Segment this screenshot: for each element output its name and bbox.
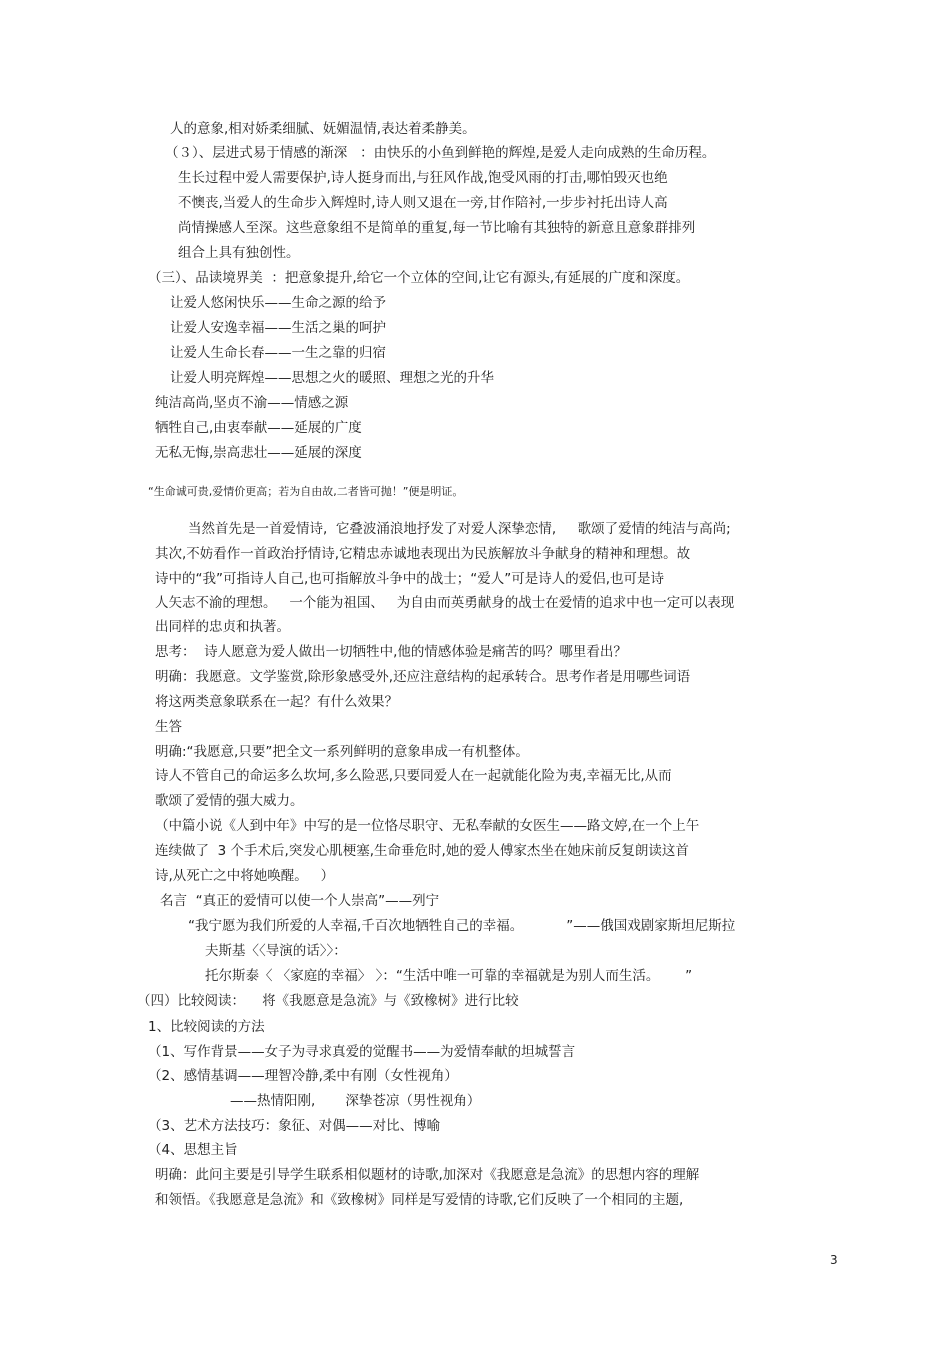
text-line: 尚情操感人至深。这些意象组不是简单的重复,每一节比喻有其独特的新意且意象群排列 bbox=[178, 220, 696, 236]
text-line: 让爱人悠闲快乐——生命之源的给予 bbox=[170, 295, 386, 311]
text-line: 思考： 诗人愿意为爱人做出一切牺牲中,他的情感体验是痛苦的吗？哪里看出？ bbox=[155, 644, 627, 660]
text-line: （３）、层进式易于情感的渐深 ：由快乐的小鱼到鲜艳的辉煌,是爱人走向成熟的生命历程。 bbox=[165, 145, 716, 161]
list-item: （4、思想主旨 bbox=[148, 1142, 238, 1158]
list-item: （1、写作背景——女子为寻求真爱的觉醒书——为爱情奉献的坦城誓言 bbox=[148, 1044, 576, 1060]
text-line: 明确：此问主要是引导学生联系相似题材的诗歌,加深对《我愿意是急流》的思想内容的理解 bbox=[155, 1167, 700, 1183]
text-line: 纯洁高尚,坚贞不渝——情感之源 bbox=[155, 395, 349, 411]
quote-line: “生命诚可贵,爱情价更高；若为自由故,二者皆可抛！”便是明证。 bbox=[148, 485, 464, 498]
text-line: 1、比较阅读的方法 bbox=[148, 1019, 265, 1035]
quote-line: “我宁愿为我们所爱的人幸福,千百次地牺牲自己的幸福。 ”——俄国戏剧家斯坦尼斯拉 bbox=[188, 918, 736, 934]
text-line: 让爱人安逸幸福——生活之巢的呵护 bbox=[170, 320, 386, 336]
text-line: 诗中的“我”可指诗人自己,也可指解放斗争中的战士；“爱人”可是诗人的爱侣,也可是诗 bbox=[155, 571, 665, 587]
quote-line: 夫斯基〈〈导演的话〉〉： bbox=[205, 943, 347, 959]
text-line: （中篇小说《人到中年》中写的是一位恪尽职守、无私奉献的女医生——路文婷,在一个上午 bbox=[155, 818, 700, 834]
quote-line: 托尔斯泰〈 〈家庭的幸福〉 〉：“生活中唯一可靠的幸福就是为别人而生活。 ” bbox=[205, 968, 693, 984]
list-item: （3、艺术方法技巧：象征、对偶——对比、博喻 bbox=[148, 1118, 441, 1134]
page-number: 3 bbox=[830, 1253, 838, 1267]
text-line: 明确:“我愿意,只要”把全文一系列鲜明的意象串成一有机整体。 bbox=[155, 744, 529, 760]
list-item: ——热情阳刚, 深挚苍凉（男性视角） bbox=[230, 1093, 481, 1109]
text-line: 和领悟。《我愿意是急流》和《致橡树》同样是写爱情的诗歌,它们反映了一个相同的主题, bbox=[155, 1192, 684, 1208]
text-line: 出同样的忠贞和执著。 bbox=[155, 619, 290, 635]
text-line: 人矢志不渝的理想。 一个能为祖国、 为自由而英勇献身的战士在爱情的追求中也一定可以表现 bbox=[155, 595, 735, 611]
text-line: 当然首先是一首爱情诗, 它叠波涌浪地抒发了对爱人深挚恋情, 歌颂了爱情的纯洁与高尚; bbox=[188, 521, 731, 537]
text-line: 组合上具有独创性。 bbox=[178, 245, 300, 261]
text-line: 人的意象,相对娇柔细腻、妩媚温情,表达着柔静美。 bbox=[170, 121, 476, 137]
text-line: 不懊丧,当爱人的生命步入辉煌时,诗人则又退在一旁,甘作陪衬,一步步衬托出诗人高 bbox=[178, 195, 668, 211]
text-line: 牺牲自己,由衷奉献——延展的广度 bbox=[155, 420, 362, 436]
text-line: 歌颂了爱情的强大威力。 bbox=[155, 793, 304, 809]
text-line: 无私无悔,崇高悲壮——延展的深度 bbox=[155, 445, 362, 461]
text-line: 连续做了 3 个手术后,突发心肌梗塞,生命垂危时,她的爱人傅家杰坐在她床前反复朗读这首 bbox=[155, 843, 689, 859]
text-line: 生答 bbox=[155, 719, 182, 735]
list-item: （2、感情基调——理智冷静,柔中有刚（女性视角） bbox=[148, 1068, 458, 1084]
text-line: 生长过程中爱人需要保护,诗人挺身而出,与狂风作战,饱受风雨的打击,哪怕毁灭也绝 bbox=[178, 170, 668, 186]
text-line: 诗,从死亡之中将她唤醒。 ） bbox=[155, 868, 335, 884]
quote-line: 名言 “真正的爱情可以使一个人崇高”——列宁 bbox=[160, 893, 440, 909]
text-line: 将这两类意象联系在一起？有什么效果？ bbox=[155, 694, 398, 710]
section-heading: （三）、品读境界美 ：把意象提升,给它一个立体的空间,让它有源头,有延展的广度和深度。 bbox=[148, 270, 690, 286]
section-heading: （四）比较阅读： 将《我愿意是急流》与《致橡树》进行比较 bbox=[137, 993, 519, 1009]
text-line: 让爱人明亮辉煌——思想之火的暖照、理想之光的升华 bbox=[170, 370, 494, 386]
text-line: 其次,不妨看作一首政治抒情诗,它精忠赤诚地表现出为民族解放斗争献身的精神和理想。故 bbox=[155, 546, 691, 562]
text-line: 诗人不管自己的命运多么坎坷,多么险恶,只要同爱人在一起就能化险为夷,幸福无比,从而 bbox=[155, 768, 672, 784]
text-line: 明确：我愿意。文学鉴赏,除形象感受外,还应注意结构的起承转合。思考作者是用哪些词语 bbox=[155, 669, 691, 685]
text-line: 让爱人生命长春——一生之靠的归宿 bbox=[170, 345, 386, 361]
